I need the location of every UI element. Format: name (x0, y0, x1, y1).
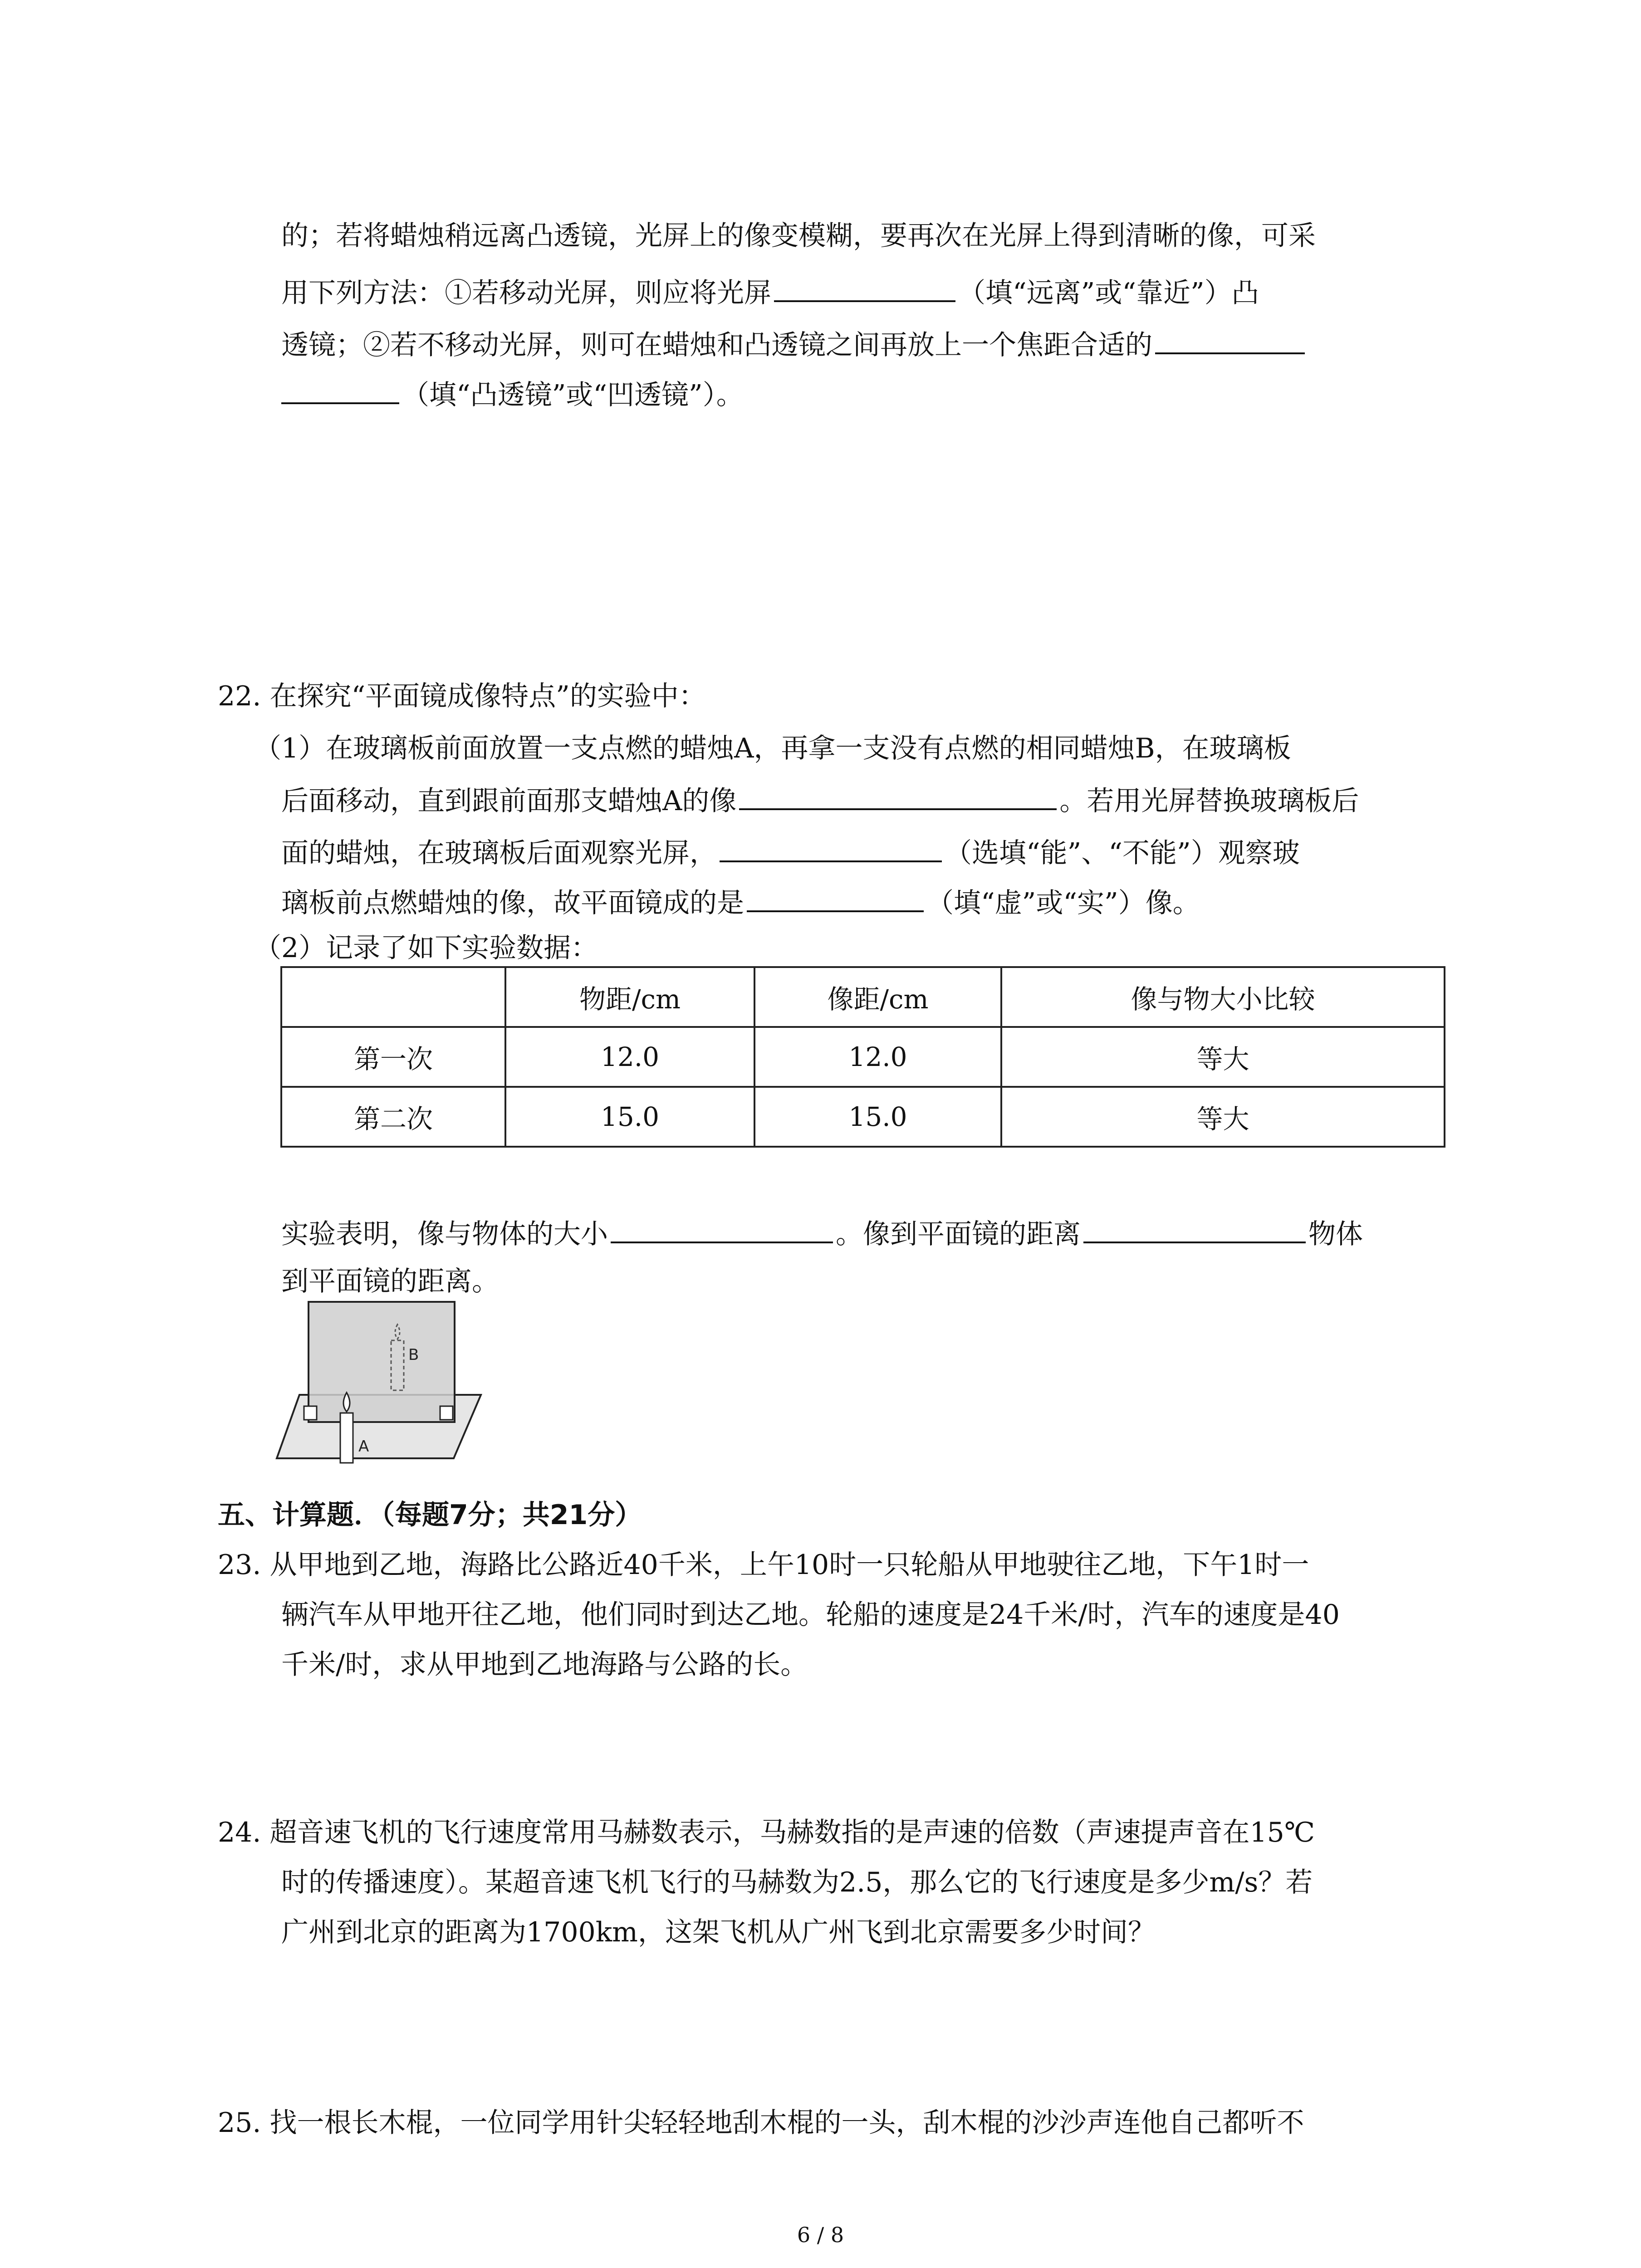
answer-blank[interactable] (1155, 324, 1305, 354)
q22-conclusion-text-a: 实验表明，像与物体的大小 (281, 1218, 608, 1250)
q24-line-1 (218, 1814, 1315, 1851)
q22-p1-line-3-text: 面的蜡烛，在玻璃板后面观察光屏， (281, 837, 717, 869)
q22-conclusion-line-2: 到平面镜的距离。 (281, 1266, 499, 1297)
answer-blank[interactable] (774, 272, 955, 302)
q21-line-1: 的；若将蜡烛稍远离凸透镜，光屏上的像变模糊，要再次在光屏上得到清晰的像，可采 (281, 220, 1316, 252)
label-a: A (358, 1437, 369, 1456)
table-cell: 第二次 (281, 1087, 505, 1147)
q22-conclusion-text-c: 物体 (1308, 1218, 1363, 1250)
support-block (440, 1406, 453, 1420)
q21-line-2-text-b: （填“远离”或“靠近”）凸 (958, 277, 1259, 309)
q25-text: 找一根长木棍，一位同学用针尖轻轻地刮木棍的一头，刮木棍的沙沙声连他自己都听不 (269, 2107, 1304, 2139)
q22-p1-line-2-text: 后面移动，直到跟前面那支蜡烛A的像 (281, 785, 737, 817)
question-number: 24. (218, 1817, 261, 1848)
question-number: 25. (218, 2107, 261, 2139)
q22-p2: （2）记录了如下实验数据： (254, 932, 598, 964)
table-cell: 第一次 (281, 1027, 505, 1087)
table-header-cell: 像距/cm (754, 967, 1001, 1027)
table-row (281, 1087, 1445, 1147)
q22-p1-line-2 (281, 780, 1359, 819)
q24-line-3: 广州到北京的距离为1700km，这架飞机从广州飞到北京需要多少时间？ (281, 1916, 1155, 1948)
q22-p1-line-1: （1）在玻璃板前面放置一支点燃的蜡烛A，再拿一支没有点燃的相同蜡烛B，在玻璃板 (254, 733, 1291, 764)
q23-text: 从甲地到乙地，海路比公路近40千米，上午10时一只轮船从甲地驶往乙地，下午1时一 (269, 1549, 1309, 1581)
table-cell: 等大 (1001, 1087, 1445, 1147)
candle-a-icon (340, 1413, 353, 1463)
q25-line-1 (218, 2105, 1304, 2141)
answer-blank[interactable] (611, 1213, 833, 1243)
q22-conclusion-text-b: 。像到平面镜的距离 (836, 1218, 1081, 1250)
table-header-cell: 像与物大小比较 (1001, 967, 1445, 1027)
answer-blank[interactable] (739, 780, 1057, 810)
table-cell: 15.0 (505, 1087, 754, 1147)
table-cell: 12.0 (754, 1027, 1001, 1087)
q21-line-2 (281, 272, 1259, 311)
mirror-experiment-figure (272, 1297, 490, 1470)
q22-p1-line-2-text-b: 。若用光屏替换玻璃板后 (1059, 785, 1359, 817)
support-block (304, 1406, 317, 1420)
page-number: 6 / 8 (797, 2223, 844, 2247)
table-header-cell (281, 967, 505, 1027)
answer-blank[interactable] (747, 882, 924, 912)
q22-intro: 在探究“平面镜成像特点”的实验中： (269, 680, 706, 712)
q21-line-2-text: 用下列方法：①若移动光屏，则应将光屏 (281, 277, 771, 309)
q23-line-1 (218, 1547, 1309, 1583)
q21-line-3 (281, 324, 1308, 363)
q22-p1-line-3 (281, 832, 1300, 871)
q21-line-4-text: （填“凸透镜”或“凹透镜”）。 (402, 379, 744, 411)
glass-plate (309, 1302, 455, 1422)
q22-p1-line-4-text: 璃板前点燃蜡烛的像，故平面镜成的是 (281, 887, 744, 919)
answer-blank[interactable] (720, 832, 942, 862)
answer-blank[interactable] (281, 374, 399, 404)
section-title: 五、计算题．（每题7分；共21分） (218, 1499, 642, 1531)
q24-line-2: 时的传播速度）。某超音速飞机飞行的马赫数为2.5，那么它的飞行速度是多少m/s？若 (281, 1867, 1313, 1898)
table-row (281, 1027, 1445, 1087)
table-cell: 15.0 (754, 1087, 1001, 1147)
q22-p1-line-4-text-b: （填“虚”或“实”）像。 (926, 887, 1200, 919)
q23-line-2: 辆汽车从甲地开往乙地，他们同时到达乙地。轮船的速度是24千米/时，汽车的速度是40 (281, 1599, 1340, 1631)
q22-p1-line-4 (281, 882, 1200, 921)
q22-heading (218, 678, 706, 714)
q21-line-3-text: 透镜；②若不移动光屏，则可在蜡烛和凸透镜之间再放上一个焦距合适的 (281, 329, 1152, 361)
question-number: 23. (218, 1549, 261, 1581)
table-cell: 等大 (1001, 1027, 1445, 1087)
label-b: B (408, 1346, 419, 1364)
q24-text: 超音速飞机的飞行速度常用马赫数表示，马赫数指的是声速的倍数（声速提声音在15℃ (269, 1817, 1315, 1848)
q21-line-4 (281, 374, 744, 413)
q22-p1-line-3-text-b: （选填“能”、“不能”）观察玻 (945, 837, 1300, 869)
table-cell: 12.0 (505, 1027, 754, 1087)
table-header-row (281, 967, 1445, 1027)
q23-line-3: 千米/时，求从甲地到乙地海路与公路的长。 (281, 1649, 808, 1681)
q22-conclusion-line-1 (281, 1213, 1363, 1252)
data-table (280, 966, 1445, 1148)
question-number: 22. (218, 680, 261, 712)
table-header-cell: 物距/cm (505, 967, 754, 1027)
answer-blank[interactable] (1083, 1213, 1306, 1243)
